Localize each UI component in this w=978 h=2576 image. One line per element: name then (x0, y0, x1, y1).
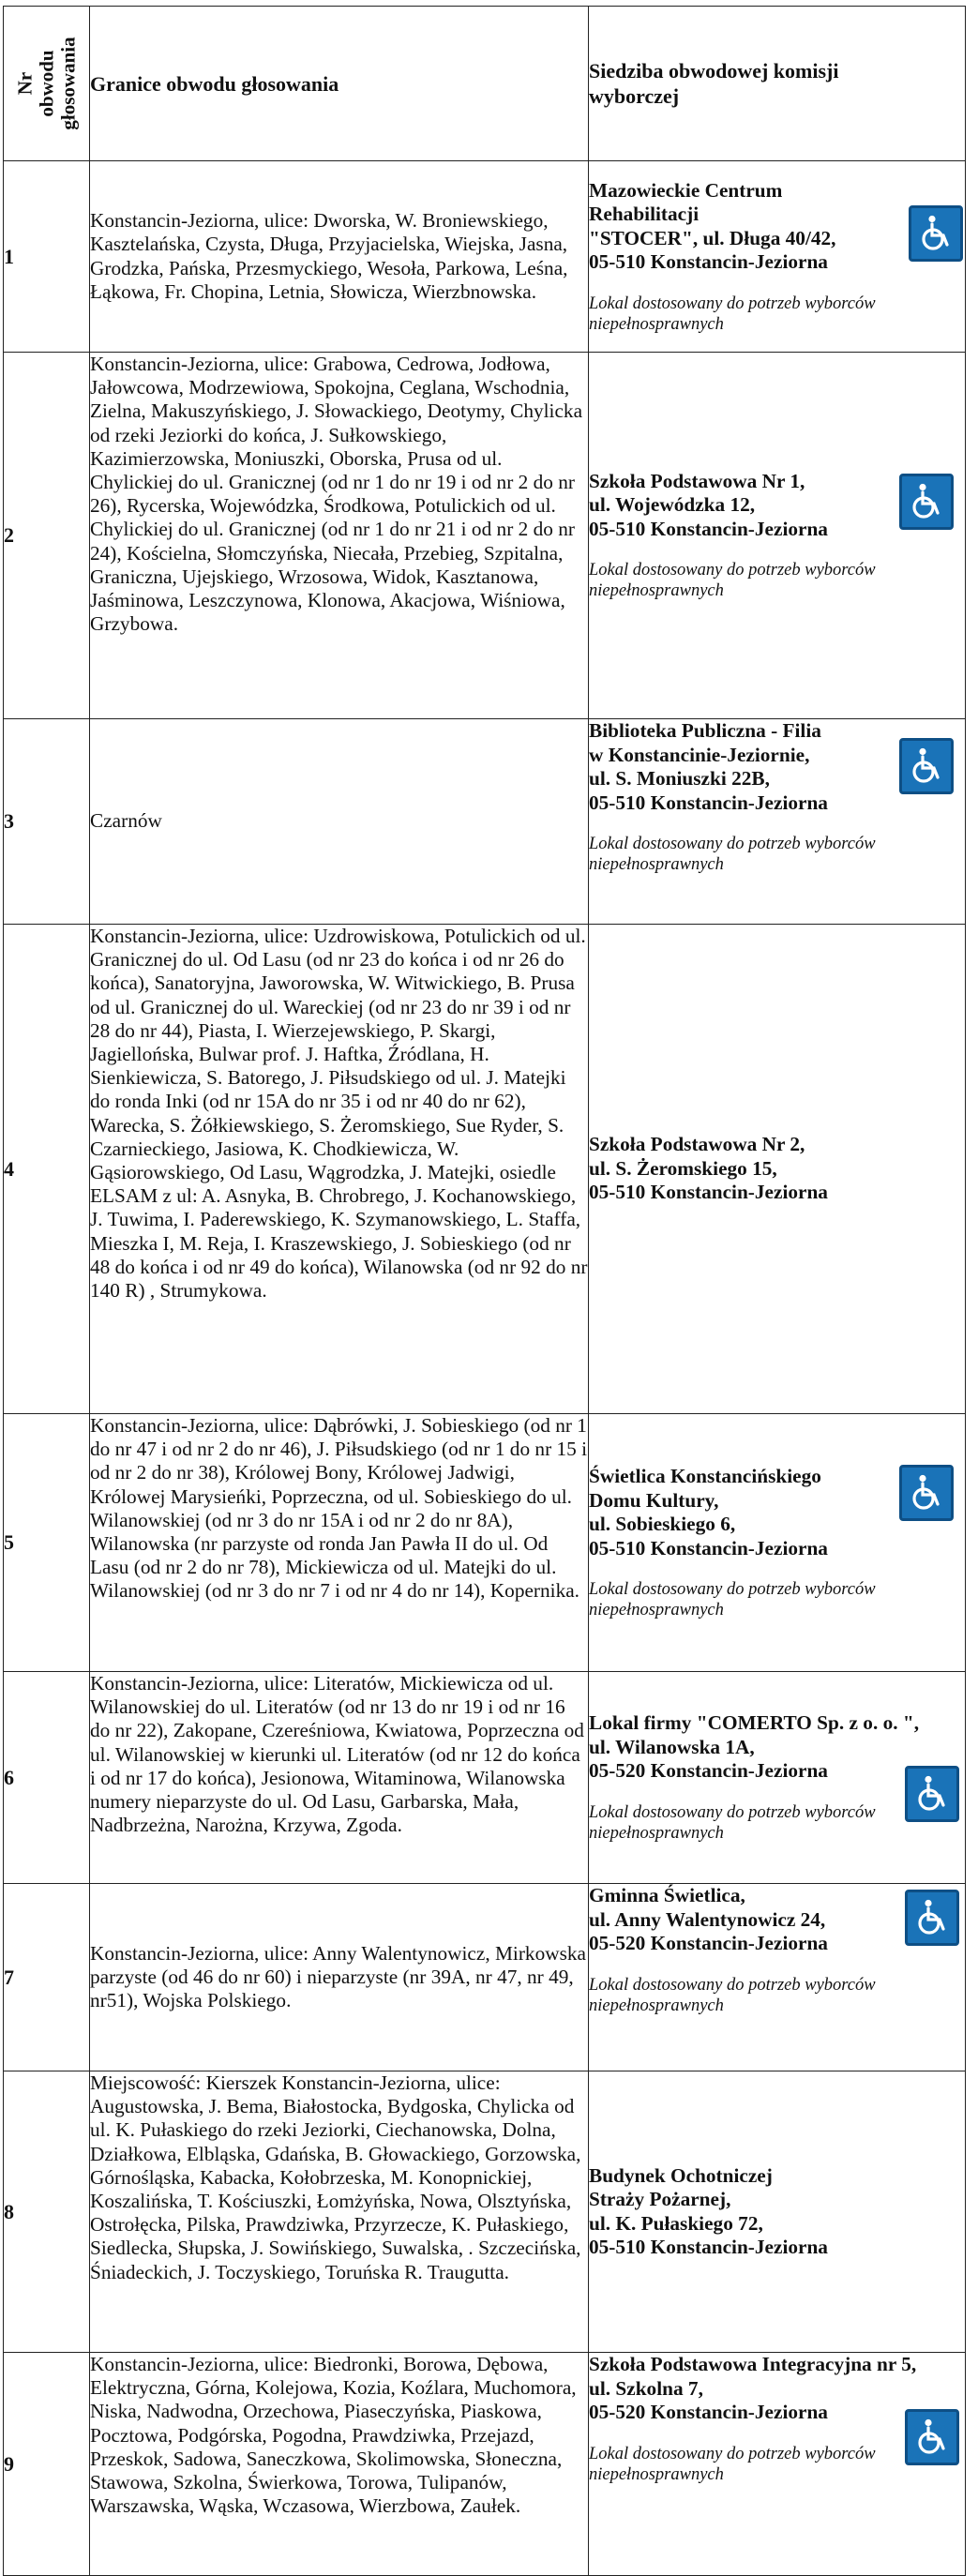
district-boundaries: Czarnów (90, 719, 589, 925)
header-nr-label: Nr obwodu głosowania (13, 37, 79, 130)
district-number: 2 (4, 353, 90, 719)
district-number: 4 (4, 925, 90, 1414)
accessibility-note: Lokal dostosowany do potrzeb wyborców niepełnosprawnych (589, 1802, 876, 1843)
wheelchair-icon (899, 738, 954, 794)
seat-address: Szkoła Podstawowa Nr 2, ul. S. Żeromskiego 15, 05-510 Konstancin-Jeziorna (589, 1133, 828, 1204)
district-boundaries: Konstancin-Jeziorna, ulice: Biedronki, Borowa, Dębowa, Elektryczna, Górna, Kolejowa, Kozia, Koźlara, Muchomora, Niska, Nadwodna, Orzechowa, Piaseczyńska, Piaskowa, Pocztowa, Podgórska, Pogodna, Prawdziwka, Przejazd, Przeskok, Sadowa, Saneczkowa, Skolimowska, Słoneczna, Stawowa, Szkolna, Świerkowa, Torowa, Tulipanów, Warszawska, Wąska, Wczasowa, Wierzbowa, Zaułek. (90, 2353, 589, 2576)
wheelchair-icon (899, 1465, 954, 1521)
district-number: 9 (4, 2353, 90, 2576)
wheelchair-icon (905, 1890, 959, 1946)
wheelchair-icon (909, 205, 963, 262)
wheelchair-icon (905, 2409, 959, 2465)
table-row (4, 353, 966, 719)
seat-address: Lokal firmy "COMERTO Sp. z o. o. ", ul. Wilanowska 1A, 05-520 Konstancin-Jeziorna (589, 1711, 920, 1783)
table-row (4, 1414, 966, 1672)
header-boundaries: Granice obwodu głosowania (90, 7, 589, 161)
district-boundaries: Konstancin-Jeziorna, ulice: Dworska, W. Broniewskiego, Kasztelańska, Czysta, Długa, Przyjacielska, Wiejska, Jasna, Grodzka, Pańska, Przesmyckiego, Wesoła, Parkowa, Leśna, Łąkowa, Fr. Chopina, Letnia, Słowicza, Wierzbnowska. (90, 161, 589, 353)
wheelchair-icon (899, 474, 954, 530)
table-row (4, 719, 966, 925)
table-row (4, 161, 966, 353)
seat-cell (589, 925, 966, 1414)
district-boundaries: Konstancin-Jeziorna, ulice: Grabowa, Cedrowa, Jodłowa, Jałowcowa, Modrzewiowa, Spokojna, Ceglana, Wschodnia, Zielna, Makuszyńskiego, J. Słowackiego, Deotymy, Chylicka od rzeki Jeziorki do końca, J. Sułkowskiego, Kazimierzowska, Moniuszki, Oborska, Prusa od ul. Chylickiej do ul. Granicznej (od nr 1 do nr 19 i od nr 2 do nr 26), Rycerska, Wojewódzka, Środkowa, Potulickich od ul. Chylickiej do ul. Granicznej (od nr 1 do nr 21 i od nr 2 do nr 24), Kościelna, Słomczyńska, Niecała, Przebieg, Szpitalna, Graniczna, Ujejskiego, Wrzosowa, Widok, Kasztanowa, Jaśminowa, Leszczynowa, Klonowa, Akacjowa, Wiśniowa, Grzybowa. (90, 353, 589, 719)
seat-cell (589, 1884, 966, 2071)
seat-address: Gminna Świetlica, ul. Anny Walentynowicz 24, 05-520 Konstancin-Jeziorna (589, 1884, 828, 1954)
district-number: 1 (4, 161, 90, 353)
district-number: 6 (4, 1672, 90, 1884)
table-row (4, 1884, 966, 2071)
accessibility-note: Lokal dostosowany do potrzeb wyborców niepełnosprawnych (589, 2444, 876, 2484)
districts-table (3, 6, 966, 2576)
table-row (4, 2353, 966, 2576)
table-row (4, 1672, 966, 1884)
seat-address: Szkoła Podstawowa Integracyjna nr 5, ul. Szkolna 7, 05-520 Konstancin-Jeziorna (589, 2353, 917, 2423)
accessibility-note: Lokal dostosowany do potrzeb wyborców niepełnosprawnych (589, 835, 876, 874)
seat-address: Biblioteka Publiczna - Filia w Konstancinie-Jeziornie, ul. S. Moniuszki 22B, 05-510 Konstancin-Jeziorna (589, 719, 828, 814)
header-nr-cell (4, 7, 90, 161)
wheelchair-icon (905, 1766, 959, 1822)
seat-cell (589, 353, 966, 719)
header-seat: Siedziba obwodowej komisji wyborczej (589, 7, 966, 161)
seat-cell (589, 2071, 966, 2353)
seat-cell (589, 719, 966, 925)
table-row (4, 2071, 966, 2353)
district-boundaries: Konstancin-Jeziorna, ulice: Dąbrówki, J. Sobieskiego (od nr 1 do nr 47 i od nr 2 do nr 46), J. Piłsudskiego (od nr 1 do nr 15 i od nr 2 do nr 38), Królowej Bony, Królowej Jadwigi, Królowej Marysieńki, Poprzeczna, od ul. Sobieskiego do ul. Wilanowskiej (od nr 3 do nr 15A i od nr 2 do nr 8A), Wilanowska (nr parzyste od ronda Jan Pawła II do ul. Od Lasu (od nr 2 do nr 78), Mickiewicza od ul. Matejki do ul. Wilanowskiej (od nr 3 do nr 7 i od nr 4 do nr 14), Kopernika. (90, 1414, 589, 1672)
district-boundaries: Miejscowość: Kierszek Konstancin-Jeziorna, ulice: Augustowska, J. Bema, Białostocka, Bydgoska, Chylicka od ul. K. Pułaskiego do rzeki Jeziorki, Ciechanowska, Dolna, Działkowa, Elbląska, Gdańska, B. Głowackiego, Gorzowska, Górnośląska, Kabacka, Kołobrzeska, M. Konopnickiej, Koszalińska, T. Kościuszki, Łomżyńska, Nowa, Olsztyńska, Ostrołęcka, Pilska, Prawdziwka, Przyrzecze, K. Pułaskiego, Siedlecka, Słupska, J. Sowińskiego, Suwalska, . Szczecińska, Śniadeckich, J. Toczyskiego, Toruńska R. Traugutta. (90, 2071, 589, 2353)
seat-address: Świetlica Konstancińskiego Domu Kultury, ul. Sobieskiego 6, 05-510 Konstancin-Jeziorna (589, 1465, 828, 1559)
district-boundaries: Konstancin-Jeziorna, ulice: Anny Walentynowicz, Mirkowska parzyste (od 46 do nr 60) i nieparzyste (nr 39A, nr 47, nr 49, nr51), Wojska Polskiego. (90, 1884, 589, 2071)
district-number: 5 (4, 1414, 90, 1672)
seat-cell (589, 2353, 966, 2576)
district-boundaries: Konstancin-Jeziorna, ulice: Literatów, Mickiewicza od ul. Wilanowskiej do ul. Literatów (od nr 13 do nr 19 i od nr 16 do nr 22), Zakopane, Czereśniowa, Kwiatowa, Poprzeczna od ul. Wilanowskiej w kierunki ul. Literatów (od nr 12 do końca i od nr 17 do końca), Jesionowa, Witaminowa, Wilanowska numery nieparzyste do ul. Od Lasu, Garbarska, Mała, Nadbrzeżna, Narożna, Krzywa, Zgoda. (90, 1672, 589, 1884)
seat-address: Budynek Ochotniczej Straży Pożarnej, ul. K. Pułaskiego 72, 05-510 Konstancin-Jeziorna (589, 2163, 828, 2258)
district-boundaries: Konstancin-Jeziorna, ulice: Uzdrowiskowa, Potulickich od ul. Granicznej do ul. Od Lasu (od nr 23 do końca i od nr 26 do końca), Sanatoryjna, Jaworowska, W. Witwickiego, B. Prusa od ul. Granicznej do ul. Wareckiej (od nr 23 do nr 39 i od nr 28 do nr 44), Piasta, I. Wierzejewskiego, P. Skargi, Jagiellońska, Bulwar prof. J. Haftka, Źródlana, H. Sienkiewicza, S. Batorego, J. Piłsudskiego od ul. J. Matejki do ronda Inki (od nr 15A do nr 35 i od nr 40 do nr 62), Warecka, S. Żółkiewskiego, S. Żeromskiego, Sue Ryder, S. Czarnieckiego, Jasiowa, K. Chodkiewicza, W. Gąsiorowskiego, Od Lasu, Wągrodzka, J. Matejki, osiedle ELSAM z ul: A. Asnyka, B. Chrobrego, J. Kochanowskiego, J. Tuwima, I. Paderewskiego, K. Szymanowskiego, L. Staffa, Mieszka I, M. Reja, I. Kraszewskiego, J. Sobieskiego (od nr 48 do końca i od nr 49 do końca), Wilanowska (od nr 92 do nr 140 R) , Strumykowa. (90, 925, 589, 1414)
district-number: 7 (4, 1884, 90, 2071)
accessibility-note: Lokal dostosowany do potrzeb wyborców niepełnosprawnych (589, 561, 876, 601)
accessibility-note: Lokal dostosowany do potrzeb wyborców niepełnosprawnych (589, 294, 876, 334)
seat-cell (589, 1672, 966, 1884)
header-row (4, 7, 966, 161)
accessibility-note: Lokal dostosowany do potrzeb wyborców niepełnosprawnych (589, 1975, 876, 2015)
seat-address: Szkoła Podstawowa Nr 1, ul. Wojewódzka 12, 05-510 Konstancin-Jeziorna (589, 469, 828, 540)
accessibility-note: Lokal dostosowany do potrzeb wyborców niepełnosprawnych (589, 1580, 876, 1619)
district-number: 3 (4, 719, 90, 925)
seat-cell (589, 161, 966, 353)
seat-cell (589, 1414, 966, 1672)
seat-address: Mazowieckie Centrum Rehabilitacji "STOCER", ul. Długa 40/42, 05-510 Konstancin-Jeziorna (589, 178, 836, 273)
district-number: 8 (4, 2071, 90, 2353)
table-row (4, 925, 966, 1414)
